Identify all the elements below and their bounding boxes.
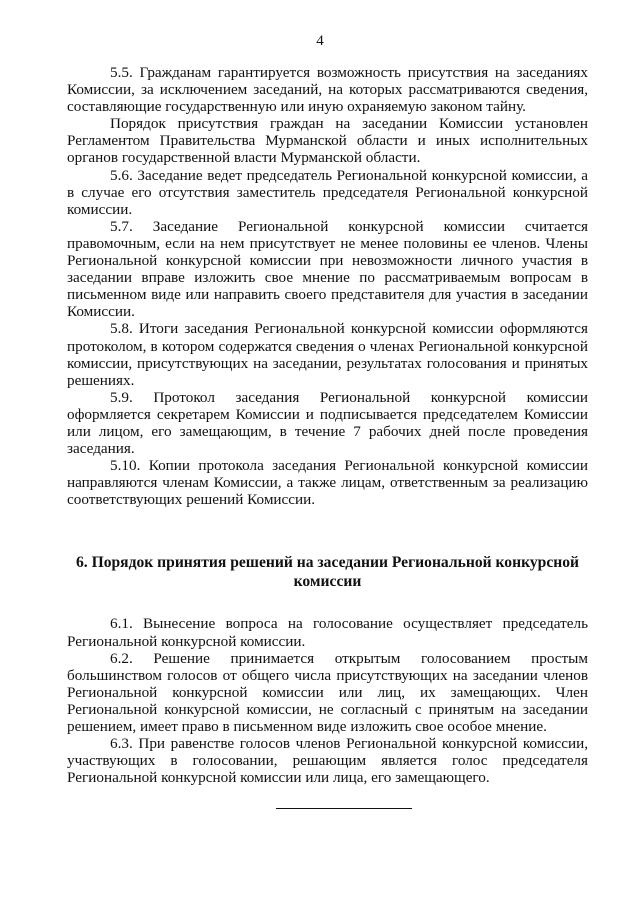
section-6-heading: 6. Порядок принятия решений на заседании Региональной конкурсной комиссии xyxy=(75,554,580,591)
end-divider-line xyxy=(276,808,412,809)
paragraph-5-8: 5.8. Итоги заседания Региональной конкурсной комиссии оформляются протоколом, в котором содержатся сведения о членах Региональной конкурсной комиссии, присутствующих на заседании, результатах голосования и принятых решениях. xyxy=(67,320,588,389)
page-number: 4 xyxy=(316,33,324,49)
document-body xyxy=(67,64,588,786)
paragraph-6-1: 6.1. Вынесение вопроса на голосование осуществляет председатель Региональной конкурсной комиссии. xyxy=(67,615,588,650)
paragraph-6-3: 6.3. При равенстве голосов членов Региональной конкурсной комиссии, участвующих в голосовании, решающим является голос председателя Региональной конкурсной комиссии или лица, его замещающего. xyxy=(67,735,588,787)
paragraph-6-2: 6.2. Решение принимается открытым голосованием простым большинством голосов от общего числа присутствующих на заседании членов Региональной конкурсной комиссии или лиц, их замещающих. Член Региональной конкурсной комиссии, не согласный с принятым на заседании решением, имеет право в письменном виде изложить свое особое мнение. xyxy=(67,649,588,735)
paragraph-5-9: 5.9. Протокол заседания Региональной конкурсной комиссии оформляется секретарем Комиссии и подписывается председателем Комиссии или лицом, его замещающим, в течение 7 рабочих дней после проведения заседания. xyxy=(67,388,588,458)
paragraph-5-6: 5.6. Заседание ведет председатель Региональной конкурсной комиссии, а в случае его отсутствия заместитель председателя Региональной конкурсной комиссии. xyxy=(67,166,588,218)
paragraph-5-5: 5.5. Гражданам гарантируется возможность присутствия на заседаниях Комиссии, за исключением заседаний, на которых рассматриваются сведения, составляющие государственную или иную охраняемую законом тайну. xyxy=(67,64,588,116)
paragraph-5-7: 5.7. Заседание Региональной конкурсной комиссии считается правомочным, если на нем присутствует не менее половины ее членов. Члены Региональной конкурсной комиссии при невозможности личного участия в заседании вправе изложить свое мнение по рассматриваемым вопросам в письменном виде или направить своего представителя для участия в заседании Комиссии. xyxy=(67,217,588,321)
paragraph-5-10: 5.10. Копии протокола заседания Региональной конкурсной комиссии направляются членам Комиссии, а также лицам, ответственным за реализацию соответствующих решений Комиссии. xyxy=(67,457,588,509)
paragraph-5-5-attendance: Порядок присутствия граждан на заседании Комиссии установлен Регламентом Правительства Мурманской области и иных исполнительных органов государственной власти Мурманской области. xyxy=(67,115,588,167)
heading-spacer xyxy=(67,591,588,615)
